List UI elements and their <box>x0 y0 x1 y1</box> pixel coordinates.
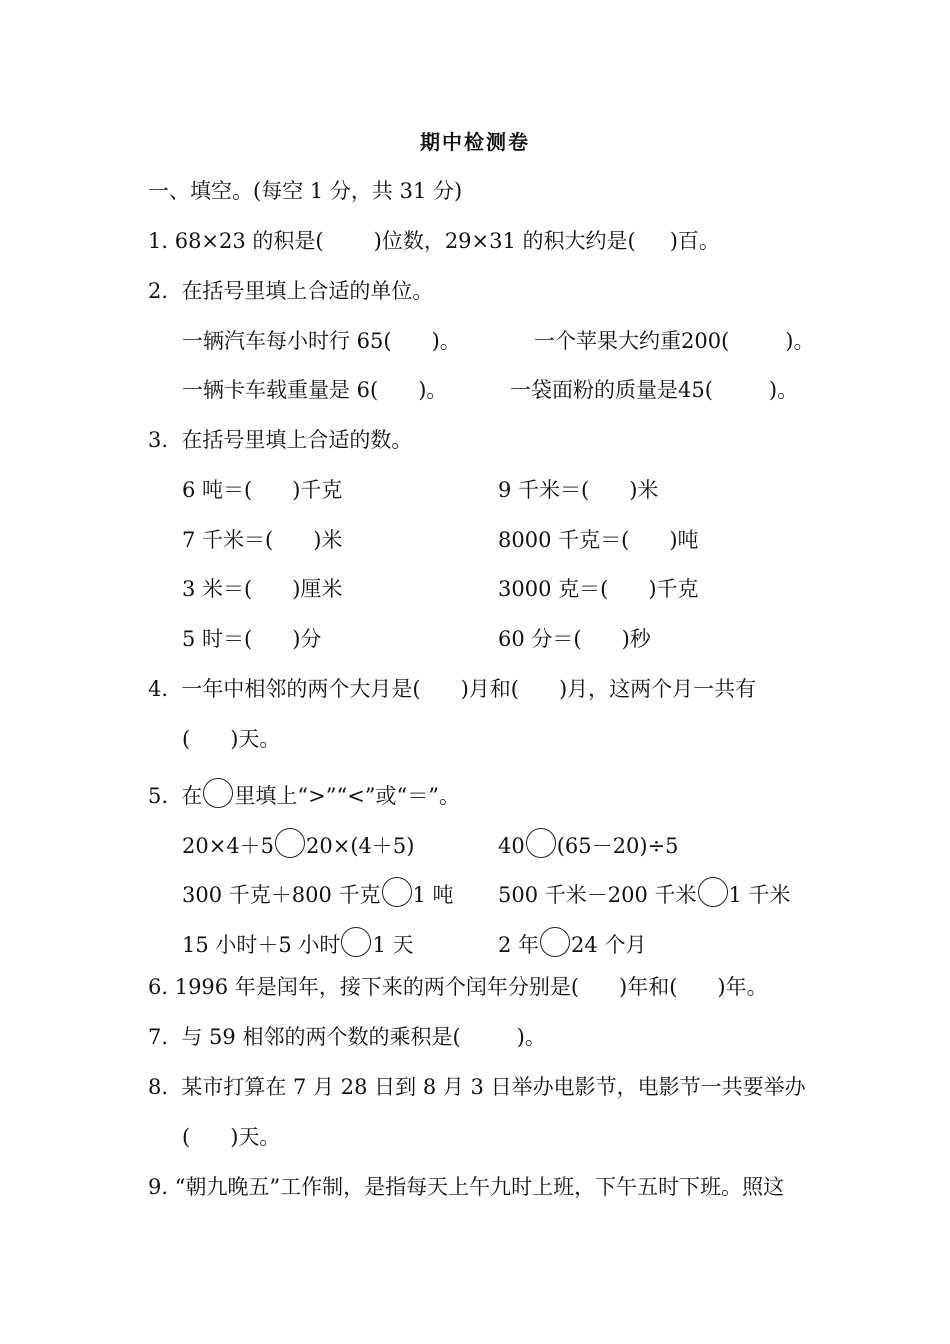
compare-item: 15 小时＋5 小时 1 天 <box>182 927 413 960</box>
compare-item: 300 千克＋800 千克 1 吨 <box>182 877 454 910</box>
compare-circle-icon <box>203 778 233 808</box>
conversion-item: 3 米＝( )厘米 <box>182 577 343 601</box>
question-1: 1. 68×23 的积是( )位数，29×31 的积大约是( )百。 <box>148 229 720 253</box>
question-8: 8. 某市打算在 7 月 28 日到 8 月 3 日举办电影节，电影节一共要举办 <box>148 1075 806 1099</box>
compare-circle[interactable] <box>540 927 570 957</box>
compare-circle[interactable] <box>341 927 371 957</box>
conversion-item: 3000 克＝( )千克 <box>498 577 699 601</box>
question-7: 7. 与 59 相邻的两个数的乘积是( )。 <box>148 1025 546 1049</box>
question-2-item: 一个苹果大约重200( )。 <box>534 329 815 353</box>
question-2-item: 一辆汽车每小时行 65( )。 <box>182 329 461 353</box>
page-title: 期中检测卷 <box>420 130 530 154</box>
compare-item: 40 (65－20)÷5 <box>498 828 679 861</box>
question-9: 9. “朝九晚五”工作制，是指每天上午九时上班，下午五时下班。照这 <box>148 1175 785 1199</box>
question-5-heading: 5. 在 里填上“>”“<”或“＝”。 <box>148 778 460 811</box>
compare-item: 500 千米－200 千米 1 千米 <box>498 877 791 910</box>
question-6: 6. 1996 年是闰年，接下来的两个闰年分别是( )年和( )年。 <box>148 975 768 999</box>
conversion-item: 9 千米＝( )米 <box>498 478 659 502</box>
question-3-heading: 3. 在括号里填上合适的数。 <box>148 428 413 452</box>
conversion-item: 5 时＝( )分 <box>182 627 322 651</box>
compare-circle[interactable] <box>275 828 305 858</box>
conversion-item: 7 千米＝( )米 <box>182 528 343 552</box>
conversion-item: 8000 千克＝( )吨 <box>498 528 699 552</box>
question-2-item: 一袋面粉的质量是45( )。 <box>510 378 799 402</box>
compare-item: 2 年 24 个月 <box>498 927 646 960</box>
question-8-continued: ( )天。 <box>182 1125 281 1149</box>
question-2-item: 一辆卡车载重量是 6( )。 <box>182 378 448 402</box>
question-4: 4. 一年中相邻的两个大月是( )月和( )月，这两个月一共有 <box>148 677 757 701</box>
conversion-item: 6 吨＝( )千克 <box>182 478 343 502</box>
question-2-heading: 2. 在括号里填上合适的单位。 <box>148 279 434 303</box>
compare-circle[interactable] <box>526 828 556 858</box>
compare-item: 20×4＋5 20×(4＋5) <box>182 828 414 861</box>
compare-circle[interactable] <box>698 877 728 907</box>
compare-circle[interactable] <box>382 877 412 907</box>
conversion-item: 60 分＝( )秒 <box>498 627 651 651</box>
section-heading: 一、填空。(每空 1 分，共 31 分) <box>148 179 463 203</box>
question-4-continued: ( )天。 <box>182 727 281 751</box>
